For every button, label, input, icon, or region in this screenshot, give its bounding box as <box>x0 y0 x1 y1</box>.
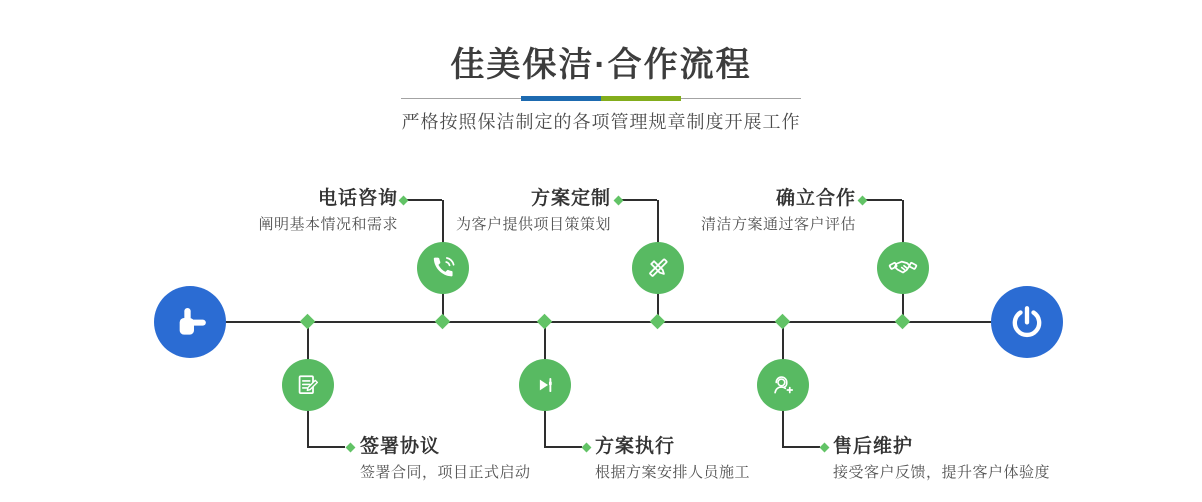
step-desc: 接受客户反馈，提升客户体验度 <box>833 464 1051 481</box>
step-title: 方案定制 <box>530 188 611 209</box>
connector-bottom-1-horizontal <box>307 446 345 448</box>
step-desc: 根据方案安排人员施工 <box>595 464 751 481</box>
step-desc: 签署合同，项目正式启动 <box>360 464 531 481</box>
start-node <box>154 286 226 358</box>
end-node <box>991 286 1063 358</box>
step-establish-cooperation-label <box>556 186 856 236</box>
page-title: 佳美保洁·合作流程 <box>450 46 752 84</box>
step-title: 电话咨询 <box>317 188 398 209</box>
pointing-hand-icon <box>170 302 210 342</box>
step-node-sign-agreement <box>282 359 334 411</box>
timeline-junction-diamond <box>775 314 791 330</box>
headset-plus-icon <box>769 371 797 399</box>
timeline-junction-diamond <box>537 314 553 330</box>
pencil-ruler-icon <box>644 254 672 282</box>
step-node-aftersales <box>757 359 809 411</box>
step-desc: 阐明基本情况和需求 <box>258 216 398 233</box>
timeline-junction-diamond <box>435 314 451 330</box>
timeline-junction-diamond <box>300 314 316 330</box>
document-edit-icon <box>294 371 322 399</box>
step-title: 售后维护 <box>833 436 914 457</box>
power-icon <box>1007 302 1047 342</box>
page-subtitle: 严格按照保洁制定的各项管理规章制度开展工作 <box>401 112 801 132</box>
play-icon <box>531 371 559 399</box>
step-aftersales-label <box>833 434 1163 484</box>
timeline-junction-diamond <box>895 314 911 330</box>
step-title: 签署协议 <box>360 436 441 457</box>
step-node-establish-cooperation <box>877 242 929 294</box>
step-label-diamond <box>858 196 868 206</box>
title-divider-green-bar <box>601 96 681 101</box>
step-node-phone-consult <box>417 242 469 294</box>
title-divider-blue-bar <box>521 96 601 101</box>
step-title: 方案执行 <box>595 436 676 457</box>
phone-icon <box>429 254 457 282</box>
step-desc: 清洁方案通过客户评估 <box>700 216 856 233</box>
handshake-icon <box>888 253 918 283</box>
timeline-junction-diamond <box>650 314 666 330</box>
step-node-plan-design <box>632 242 684 294</box>
step-title: 确立合作 <box>775 188 856 209</box>
connector-top-3-horizontal <box>866 199 902 201</box>
step-label-diamond <box>346 443 356 453</box>
step-node-plan-execution <box>519 359 571 411</box>
step-desc: 为客户提供项目策策划 <box>455 216 611 233</box>
